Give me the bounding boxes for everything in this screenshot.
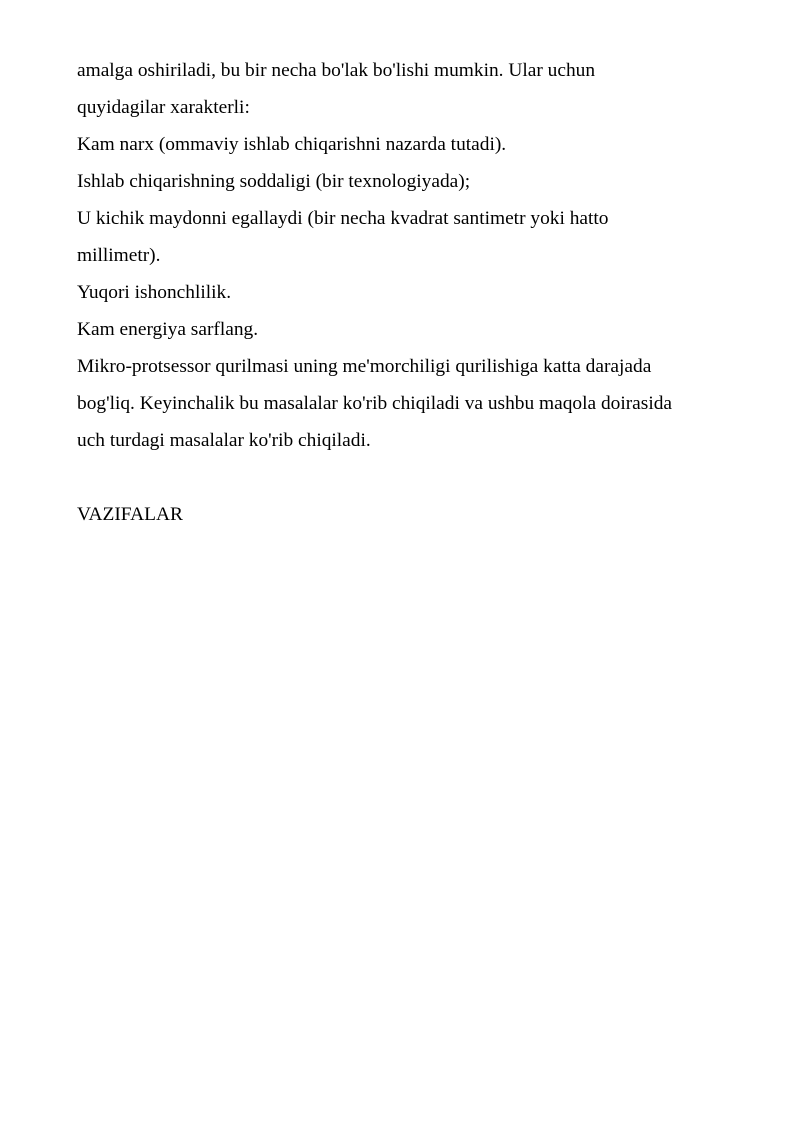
paragraph-low-cost: [77, 126, 747, 163]
paragraph-reliability: [77, 274, 747, 311]
text-line: Kam energiya sarflang.: [77, 319, 259, 340]
paragraph-simplicity: [77, 163, 747, 200]
text-line: quyidagilar xarakterli:: [77, 97, 250, 118]
blank-line: [77, 459, 747, 496]
text-line: millimetr).: [77, 245, 161, 266]
paragraph-architecture: [77, 348, 747, 459]
text-line: amalga oshiriladi, bu bir necha bo'lak bo'lishi mumkin. Ular uchun: [77, 60, 596, 81]
paragraph-small-area: [77, 200, 747, 274]
text-line: Kam narx (ommaviy ishlab chiqarishni nazarda tutadi).: [77, 134, 507, 155]
text-line: U kichik maydonni egallaydi (bir necha kvadrat santimetr yoki hatto: [77, 208, 609, 229]
paragraph-intro: [77, 52, 747, 126]
section-heading: VAZIFALAR: [77, 504, 183, 525]
text-line: Ishlab chiqarishning soddaligi (bir texnologiyada);: [77, 171, 471, 192]
text-line: Mikro-protsessor qurilmasi uning me'morchiligi qurilishiga katta darajada: [77, 356, 652, 377]
paragraph-energy: [77, 311, 747, 348]
document-page: [77, 52, 747, 533]
text-line: uch turdagi masalalar ko'rib chiqiladi.: [77, 430, 371, 451]
text-line: Yuqori ishonchlilik.: [77, 282, 232, 303]
text-line: bog'liq. Keyinchalik bu masalalar ko'rib chiqiladi va ushbu maqola doirasida: [77, 393, 673, 414]
